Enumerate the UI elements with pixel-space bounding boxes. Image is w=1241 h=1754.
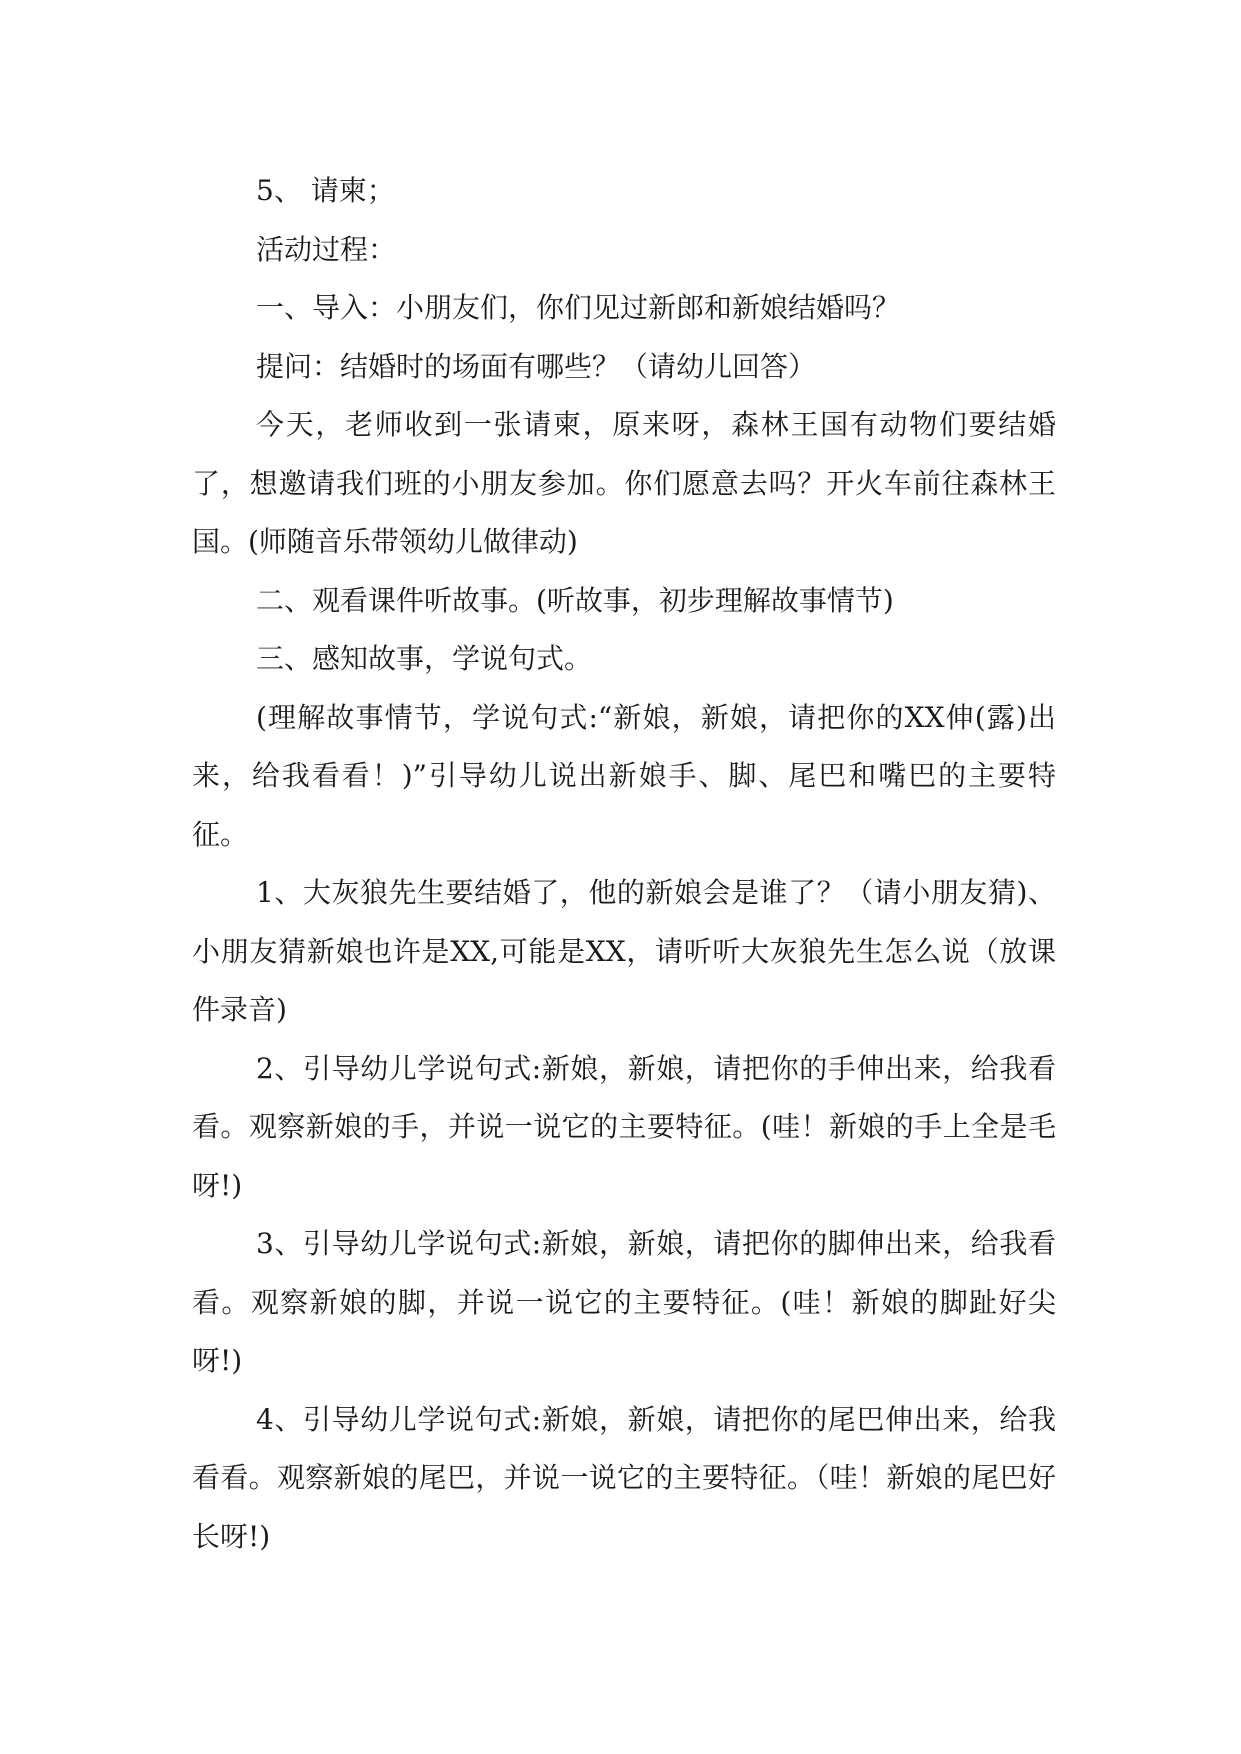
paragraph-invitation: 今天，老师收到一张请柬，原来呀，森林王国有动物们要结婚了，想邀请我们班的小朋友参加。你们愿意去吗？开火车前往森林王国。(师随音乐带领幼儿做律动) <box>192 408 1056 558</box>
paragraph-materials-5: 5、 请柬； <box>256 174 395 207</box>
paragraph-sentence-pattern: (理解故事情节，学说句式:“新娘，新娘，请把你的XX伸(露)出来，给我看看！)”引导幼儿说出新娘手、脚、尾巴和嘴巴的主要特征。 <box>192 700 1056 851</box>
paragraph-perceive-story: 三、感知故事，学说句式。 <box>256 642 593 675</box>
paragraph-step-2: 2、引导幼儿学说句式:新娘，新娘，请把你的手伸出来，给我看看。观察新娘的手，并说一说它的主要特征。(哇！新娘的手上全是毛呀!) <box>192 1051 1056 1202</box>
paragraph-watch-story: 二、观看课件听故事。(听故事，初步理解故事情节) <box>256 583 894 617</box>
paragraph-intro: 一、导入：小朋友们，你们见过新郎和新娘结婚吗？ <box>256 291 901 324</box>
document-body <box>192 162 1056 1566</box>
paragraph-step-1: 1、大灰狼先生要结婚了，他的新娘会是谁了？（请小朋友猜)、小朋友猜新娘也许是XX,可能是XX，请听听大灰狼先生怎么说（放课件录音) <box>192 876 1056 1026</box>
paragraph-question: 提问：结婚时的场面有哪些？（请幼儿回答） <box>256 349 817 383</box>
paragraph-process-heading: 活动过程： <box>256 232 397 266</box>
paragraph-step-3: 3、引导幼儿学说句式:新娘，新娘，请把你的脚伸出来，给我看看。观察新娘的脚，并说一说它的主要特征。(哇！新娘的脚趾好尖呀!) <box>192 1227 1056 1377</box>
paragraph-step-4: 4、引导幼儿学说句式:新娘，新娘，请把你的尾巴伸出来，给我看看。观察新娘的尾巴，并说一说它的主要特征。（哇！新娘的尾巴好长呀!) <box>192 1402 1056 1553</box>
